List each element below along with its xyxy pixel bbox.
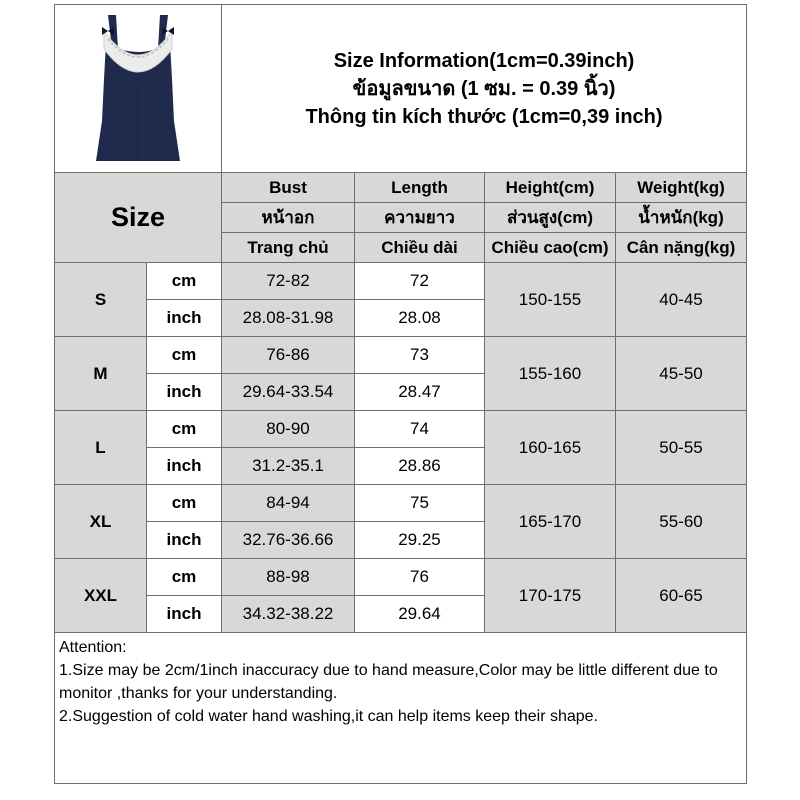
weight-range: 60-65 (616, 559, 747, 633)
header-bust-thai: หน้าอก (222, 203, 355, 233)
length-cm: 73 (355, 337, 485, 374)
table-row (55, 337, 747, 374)
weight-range: 40-45 (616, 263, 747, 337)
attention-heading: Attention: (59, 639, 127, 656)
bust-inch: 28.08-31.98 (222, 300, 355, 337)
header-bust-vi: Trang chủ (222, 233, 355, 263)
table-row (55, 263, 747, 300)
bust-cm: 72-82 (222, 263, 355, 300)
header-height: Height(cm) (485, 173, 616, 203)
height-range: 155-160 (485, 337, 616, 411)
bust-inch: 31.2-35.1 (222, 448, 355, 485)
header-bust: Bust (222, 173, 355, 203)
length-inch: 29.64 (355, 596, 485, 633)
length-cm: 72 (355, 263, 485, 300)
header-height-thai: ส่วนสูง(cm) (485, 203, 616, 233)
length-cm: 76 (355, 559, 485, 596)
size-chart-sheet (54, 4, 746, 796)
size-header: Size (55, 173, 222, 263)
navy-lace-dress-icon (68, 9, 208, 169)
table-row (55, 559, 747, 596)
length-cm: 74 (355, 411, 485, 448)
bust-inch: 34.32-38.22 (222, 596, 355, 633)
product-image-cell (55, 5, 222, 173)
bust-inch: 29.64-33.54 (222, 374, 355, 411)
header-weight-vi: Cân nặng(kg) (616, 233, 747, 263)
length-inch: 28.08 (355, 300, 485, 337)
unit-cm: cm (147, 485, 222, 522)
length-inch: 29.25 (355, 522, 485, 559)
size-label: XXL (55, 559, 147, 633)
attention-notes (55, 633, 747, 784)
table-row (55, 485, 747, 522)
title-thai: ข้อมูลขนาด (1 ซม. = 0.39 นิ้ว) (352, 77, 616, 100)
bust-cm: 88-98 (222, 559, 355, 596)
size-label: L (55, 411, 147, 485)
title-english: Size Information(1cm=0.39inch) (333, 49, 635, 72)
bust-cm: 80-90 (222, 411, 355, 448)
header-length-vi: Chiều dài (355, 233, 485, 263)
header-length: Length (355, 173, 485, 203)
size-label: S (55, 263, 147, 337)
bust-cm: 84-94 (222, 485, 355, 522)
length-inch: 28.86 (355, 448, 485, 485)
unit-inch: inch (147, 522, 222, 559)
header-weight: Weight(kg) (616, 173, 747, 203)
height-range: 160-165 (485, 411, 616, 485)
unit-cm: cm (147, 263, 222, 300)
weight-range: 50-55 (616, 411, 747, 485)
length-cm: 75 (355, 485, 485, 522)
header-height-vi: Chiều cao(cm) (485, 233, 616, 263)
header-row-english (55, 173, 747, 203)
title-block (222, 5, 747, 173)
bust-inch: 32.76-36.66 (222, 522, 355, 559)
header-length-thai: ความยาว (355, 203, 485, 233)
height-range: 150-155 (485, 263, 616, 337)
size-chart-table (54, 4, 747, 784)
table-row (55, 411, 747, 448)
height-range: 165-170 (485, 485, 616, 559)
attention-note-1: 1.Size may be 2cm/1inch inaccuracy due to hand measure,Color may be little different due to monitor ,thanks for your understanding. (59, 662, 718, 702)
unit-cm: cm (147, 337, 222, 374)
height-range: 170-175 (485, 559, 616, 633)
unit-inch: inch (147, 596, 222, 633)
weight-range: 55-60 (616, 485, 747, 559)
unit-cm: cm (147, 559, 222, 596)
size-label: XL (55, 485, 147, 559)
attention-note-2: 2.Suggestion of cold water hand washing,it can help items keep their shape. (59, 708, 598, 725)
length-inch: 28.47 (355, 374, 485, 411)
unit-inch: inch (147, 300, 222, 337)
unit-cm: cm (147, 411, 222, 448)
unit-inch: inch (147, 374, 222, 411)
size-label: M (55, 337, 147, 411)
header-weight-thai: น้ำหนัก(kg) (616, 203, 747, 233)
weight-range: 45-50 (616, 337, 747, 411)
unit-inch: inch (147, 448, 222, 485)
title-vietnamese: Thông tin kích thước (1cm=0,39 inch) (305, 105, 663, 128)
bust-cm: 76-86 (222, 337, 355, 374)
